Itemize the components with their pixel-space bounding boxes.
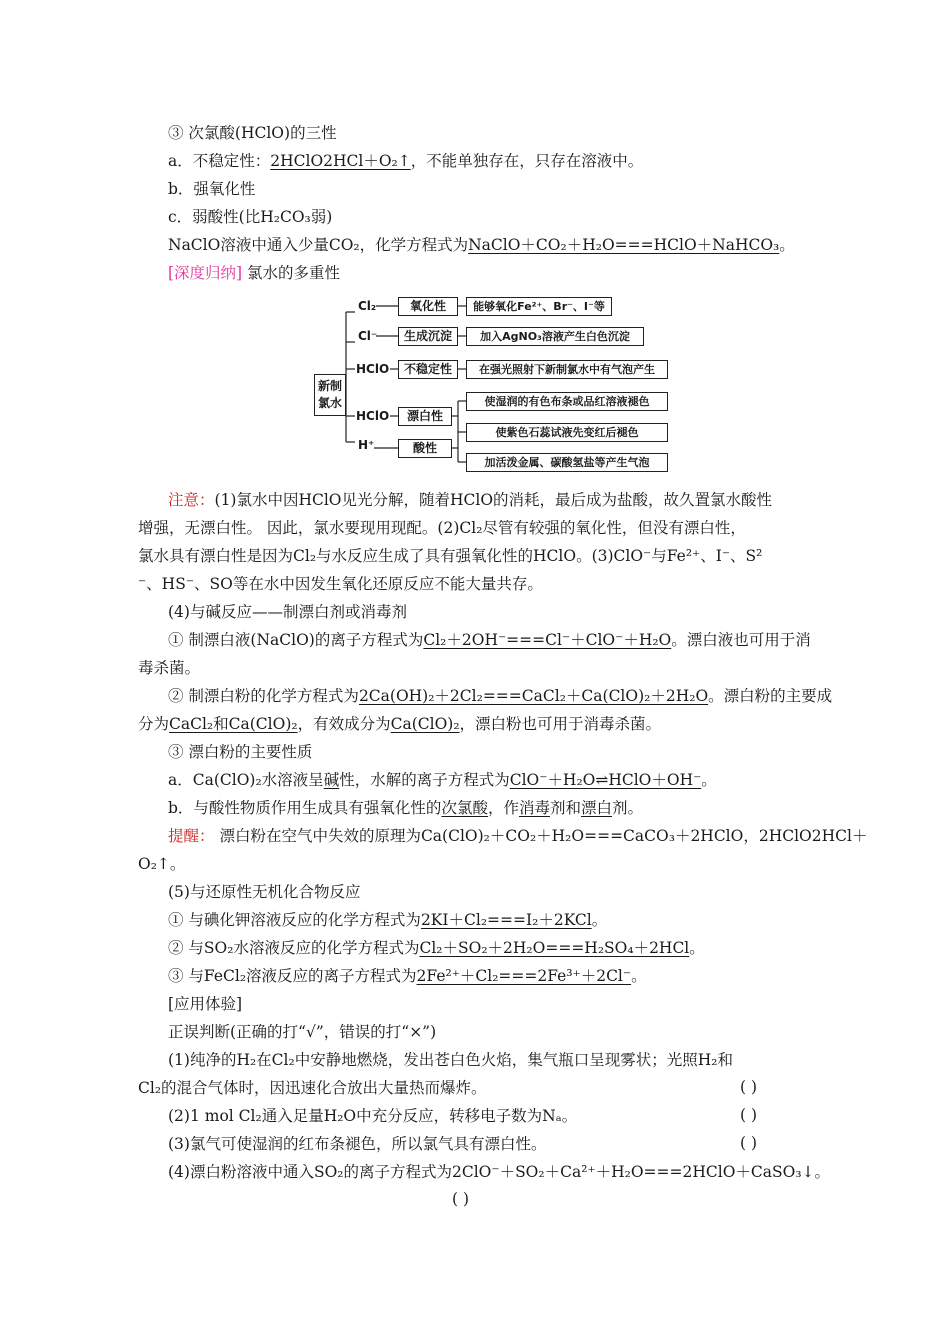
tip-tag: 提醒：: [168, 827, 215, 845]
text: 分为: [138, 715, 170, 733]
note-line-4: ⁻、HS⁻、SO等在水中因发生氧化还原反应不能大量共存。: [138, 575, 543, 593]
text: ，不能单独存在，只存在溶液中。: [410, 152, 644, 170]
text: 。: [591, 911, 608, 929]
bleach-liquid-line-2: 毒杀菌。: [138, 659, 201, 677]
text: ，作: [487, 799, 519, 817]
text: b．与酸性物质作用生成具有强氧化性的: [168, 799, 442, 817]
species-cl-ion: Cl⁻: [358, 329, 378, 343]
species-hclo: HClO: [356, 362, 390, 376]
text: ② 制漂白粉的化学方程式为: [168, 687, 359, 705]
answer-underlined: NaClO＋CO₂＋H₂O===HClO＋NaHCO₃: [468, 236, 780, 254]
text: ① 与碘化钾溶液反应的化学方程式为: [168, 911, 421, 929]
text: 。漂白液也可用于消: [671, 631, 811, 649]
chlorine-water-diagram: [310, 290, 680, 478]
text: 。: [701, 771, 717, 789]
prop-oxidizing: 氧化性: [398, 297, 458, 316]
bleach-powder-line-2: [138, 714, 661, 734]
note-line-2: 增强，无漂白性。 因此，氯水要现用现配。(2)Cl₂尽管有较强的氧化性，但没有漂白性，: [138, 519, 746, 537]
prop-acidic: 酸性: [398, 439, 452, 458]
line-oxidizing: b．强氧化性: [168, 180, 256, 198]
text: 氯水的多重性: [242, 264, 341, 282]
answer-underlined: Ca(ClO)₂: [390, 715, 460, 733]
result-oxidize: 能够氧化Fe²⁺、Br⁻、I⁻等: [466, 297, 612, 316]
answer-underlined: 碱: [323, 771, 340, 789]
answer-underlined: 2KI＋Cl₂===I₂＋2KCl: [420, 911, 592, 929]
line-summary-heading: [168, 263, 340, 283]
application-heading: [应用体验]: [168, 995, 243, 1013]
answer-underlined: 2Ca(OH)₂＋2Cl₂===CaCl₂＋Ca(ClO)₂＋2H₂O: [358, 687, 709, 705]
note-line-3: 氯水具有漂白性是因为Cl₂与水反应生成了具有强氧化性的HClO。(3)ClO⁻与Fe²⁺、I⁻、S²: [138, 547, 763, 565]
question-1-line-1: (1)纯净的H₂在Cl₂中安静地燃烧，发出苍白色火焰，集气瓶口呈现雾状；光照H₂和: [168, 1051, 733, 1069]
section-5-heading: (5)与还原性无机化合物反应: [168, 883, 361, 901]
question-1-answer-blank[interactable]: ( ): [740, 1078, 758, 1096]
text: 剂和: [549, 799, 581, 817]
reaction-so2: [168, 938, 705, 958]
answer-underlined: 消毒: [518, 799, 550, 817]
text: ② 与SO₂水溶液反应的化学方程式为: [168, 939, 420, 957]
text: ，有效成分为: [297, 715, 391, 733]
question-4-answer-blank[interactable]: ( ): [452, 1190, 470, 1208]
species-h-ion: H⁺: [358, 438, 375, 452]
species-hclo-2: HClO: [356, 409, 390, 423]
powder-prop-b: [168, 798, 643, 818]
answer-underlined: 2Fe²⁺＋Cl₂===2Fe³⁺＋2Cl⁻: [416, 967, 632, 985]
section-tag: [深度归纳]: [168, 264, 243, 282]
result-gas: 加活泼金属、碳酸氢盐等产生气泡: [466, 453, 668, 472]
line-instability: [168, 151, 643, 171]
line-hclo-title: ③ 次氯酸(HClO)的三性: [168, 124, 337, 142]
answer-underlined: ClO⁻＋H₂O⇌HClO＋OH⁻: [509, 771, 702, 789]
powder-prop-a: [168, 770, 717, 790]
note-line-1: [168, 490, 772, 510]
reaction-ki: [168, 910, 607, 930]
text: 。漂白粉的主要成: [708, 687, 833, 705]
species-cl2: Cl₂: [358, 299, 377, 313]
result-agno3: 加入AgNO₃溶液产生白色沉淀: [466, 327, 644, 346]
text: a．Ca(ClO)₂水溶液呈: [168, 771, 324, 789]
text: ，漂白粉也可用于消毒杀菌。: [459, 715, 662, 733]
section-4-heading: (4)与碱反应——制漂白剂或消毒剂: [168, 603, 407, 621]
answer-underlined: 2HClO2HCl＋O₂↑: [270, 152, 411, 170]
line-naclo: [168, 235, 795, 255]
result-bleach: 使湿润的有色布条或品红溶液褪色: [466, 392, 668, 411]
prop-bleaching: 漂白性: [398, 407, 452, 426]
judge-instruction: 正误判断(正确的打“√”，错误的打“×”): [168, 1023, 437, 1041]
tip-line-2: O₂↑。: [138, 855, 186, 873]
note-tag: 注意：: [168, 491, 215, 509]
text: 。: [689, 939, 705, 957]
text: 漂白粉在空气中失效的原理为Ca(ClO)₂＋CO₂＋H₂O===CaCO₃＋2HClO，2HClO2HCl＋: [214, 827, 868, 845]
answer-underlined: 次氯酸: [441, 799, 488, 817]
line-weak-acid: c．弱酸性(比H₂CO₃弱): [168, 208, 333, 226]
text: (1)氯水中因HClO见光分解，随着HClO的消耗，最后成为盐酸，故久置氯水酸性: [214, 491, 773, 509]
text: 性，水解的离子方程式为: [339, 771, 510, 789]
answer-underlined: CaCl₂和Ca(ClO)₂: [169, 715, 298, 733]
prop-precipitate: 生成沉淀: [398, 327, 458, 346]
tip-line-1: [168, 826, 867, 846]
answer-underlined: Cl₂＋SO₂＋2H₂O===H₂SO₄＋2HCl: [419, 939, 690, 957]
diagram-center: 新制氯水: [314, 374, 346, 416]
text: ① 制漂白液(NaClO)的离子方程式为: [168, 631, 424, 649]
text: ③ 与FeCl₂溶液反应的离子方程式为: [168, 967, 417, 985]
result-light: 在强光照射下新制氯水中有气泡产生: [466, 360, 668, 379]
text: a．不稳定性：: [168, 152, 271, 170]
question-2: (2)1 mol Cl₂通入足量H₂O中充分反应，转移电子数为Nₐ。: [168, 1107, 578, 1125]
text: NaClO溶液中通入少量CO₂，化学方程式为: [168, 236, 469, 254]
result-litmus: 使紫色石蕊试液先变红后褪色: [466, 423, 668, 442]
text: 。: [631, 967, 647, 985]
bleach-powder-line: [168, 686, 832, 706]
question-1-line-2: Cl₂的混合气体时，因迅速化合放出大量热而爆炸。: [138, 1079, 487, 1097]
prop-unstable: 不稳定性: [398, 360, 458, 379]
powder-props-heading: ③ 漂白粉的主要性质: [168, 743, 313, 761]
question-3-answer-blank[interactable]: ( ): [740, 1134, 758, 1152]
answer-underlined: 漂白: [581, 799, 613, 817]
question-2-answer-blank[interactable]: ( ): [740, 1106, 758, 1124]
text: 剂。: [612, 799, 644, 817]
answer-underlined: Cl₂＋2OH⁻===Cl⁻＋ClO⁻＋H₂O: [423, 631, 672, 649]
reaction-fecl2: [168, 966, 647, 986]
question-3: (3)氯气可使湿润的红布条褪色，所以氯气具有漂白性。: [168, 1135, 547, 1153]
question-4: (4)漂白粉溶液中通入SO₂的离子方程式为2ClO⁻＋SO₂＋Ca²⁺＋H₂O===2HClO＋CaSO₃↓。: [168, 1163, 831, 1181]
text: 。: [779, 236, 795, 254]
bleach-liquid-line: [168, 630, 811, 650]
